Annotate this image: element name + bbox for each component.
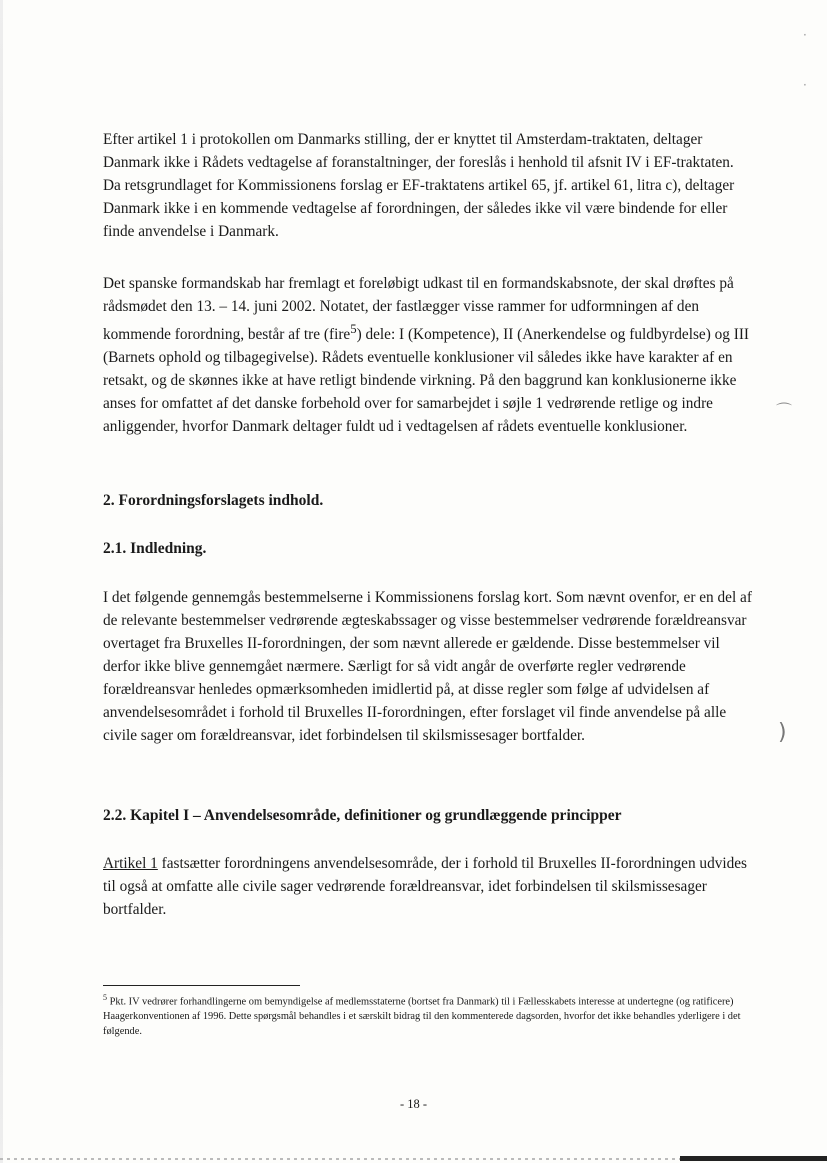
page-number: - 18 - — [399, 1097, 428, 1111]
paragraph-introduction: I det følgende gennemgås bestemmelserne i Kommissionens forslag kort. Som nævnt ovenfor, er en del af de relevante bestemmelser vedrørende ægteskabssager og visse bestemmelser vedrørende forældreansvar overtaget fra Bruxelles II-forordningen, der som nævnt allerede er gældende. Disse bestemmelser vil derfor ikke blive gennemgået nærmere. Særligt for så vidt angår de overførte regler vedrørende forældreansvar henledes opmærksomheden imidlertid på, at disse regler som følge af udvidelsen af anvendelsesområdet i forhold til Bruxelles II-forordningen, efter forslaget vil finde anvendelse på alle civile sager om forældreansvar, idet forbindelsen til skilsmissesager bortfalder. — [103, 589, 752, 744]
scan-speck: ⌒ — [776, 401, 793, 420]
footnote — [103, 991, 753, 1039]
paragraph-presidency-note-end: ) dele: I (Kompetence), II (Anerkendelse og fuldbyrdelse) og III (Barnets ophold og tilbagegivelse). Rådets eventuelle konklusioner vil således ikke have karakter af en retsakt, og de skønnes ikke at have retligt bindende virkning. På den baggrund kan konklusionerne ikke anses for omfattet af det danske forbehold over for samarbejdet i søjle 1 vedrørende retlige og indre anliggender, hvorfor Danmark deltager fuldt ud i vedtagelsen af rådets eventuelle konklusioner. — [103, 326, 750, 436]
scan-edge-left — [0, 0, 3, 1163]
footnote-divider — [103, 985, 300, 986]
paragraph-protocol: Efter artikel 1 i protokollen om Danmarks stilling, der er knyttet til Amsterdam-traktaten, deltager Danmark ikke i Rådets vedtagelse af foranstaltninger, der foreslås i henhold til afsnit IV i EF-traktaten. Da retsgrundlaget for Kommissionens forslag er EF-traktatens artikel 65, jf. artikel 61, litra c), deltager Danmark ikke i en kommende vedtagelse af forordningen, der således ikke vil være bindende for eller finde anvendelse i Danmark. — [103, 131, 735, 240]
section-heading-2: 2. Forordningsforslagets indhold. — [103, 492, 324, 509]
scan-speck: · — [803, 78, 807, 92]
section-heading-2-2: 2.2. Kapitel I – Anvendelsesområde, definitioner og grundlæggende principper — [103, 807, 622, 824]
section-heading-2-1: 2.1. Indledning. — [103, 540, 207, 557]
scan-edge-bottom-dark — [680, 1156, 827, 1161]
scan-speck: · — [803, 28, 807, 42]
scan-speck: ) — [778, 720, 787, 745]
footnote-reference: 5 — [350, 322, 357, 336]
paragraph-presidency-note-start: Det spanske formandskab har fremlagt et foreløbigt udkast til en formandskabsnote, der skal drøftes på rådsmødet den 13. – 14. juni 2002. Notatet, der fastlægger visse rammer for udformningen af den kommende forordning, består af tre (fire — [103, 275, 734, 344]
footnote-text: Pkt. IV vedrører forhandlingerne om bemyndigelse af medlemsstaterne (bortset fra Danmark) til i Fællesskabets interesse at undertegne (og ratificere) Haagerkonventionen af 1996. Dette spørgsmål behandles i et særskilt bidrag til den kommenterede dagsorden, hvorfor det ikke behandles yderligere i det følgende. — [103, 996, 741, 1037]
article-1-underlined: Artikel 1 — [103, 855, 158, 872]
paragraph-presidency-note — [103, 272, 753, 438]
footnote-number: 5 — [103, 993, 107, 1002]
paragraph-article-1 — [103, 852, 753, 921]
paragraph-article-1-text: fastsætter forordningens anvendelsesområde, der i forhold til Bruxelles II-forordningen udvides til også at omfatte alle civile sager vedrørende forældreansvar, idet forbindelsen til skilsmissesager bortfalder. — [103, 855, 748, 918]
